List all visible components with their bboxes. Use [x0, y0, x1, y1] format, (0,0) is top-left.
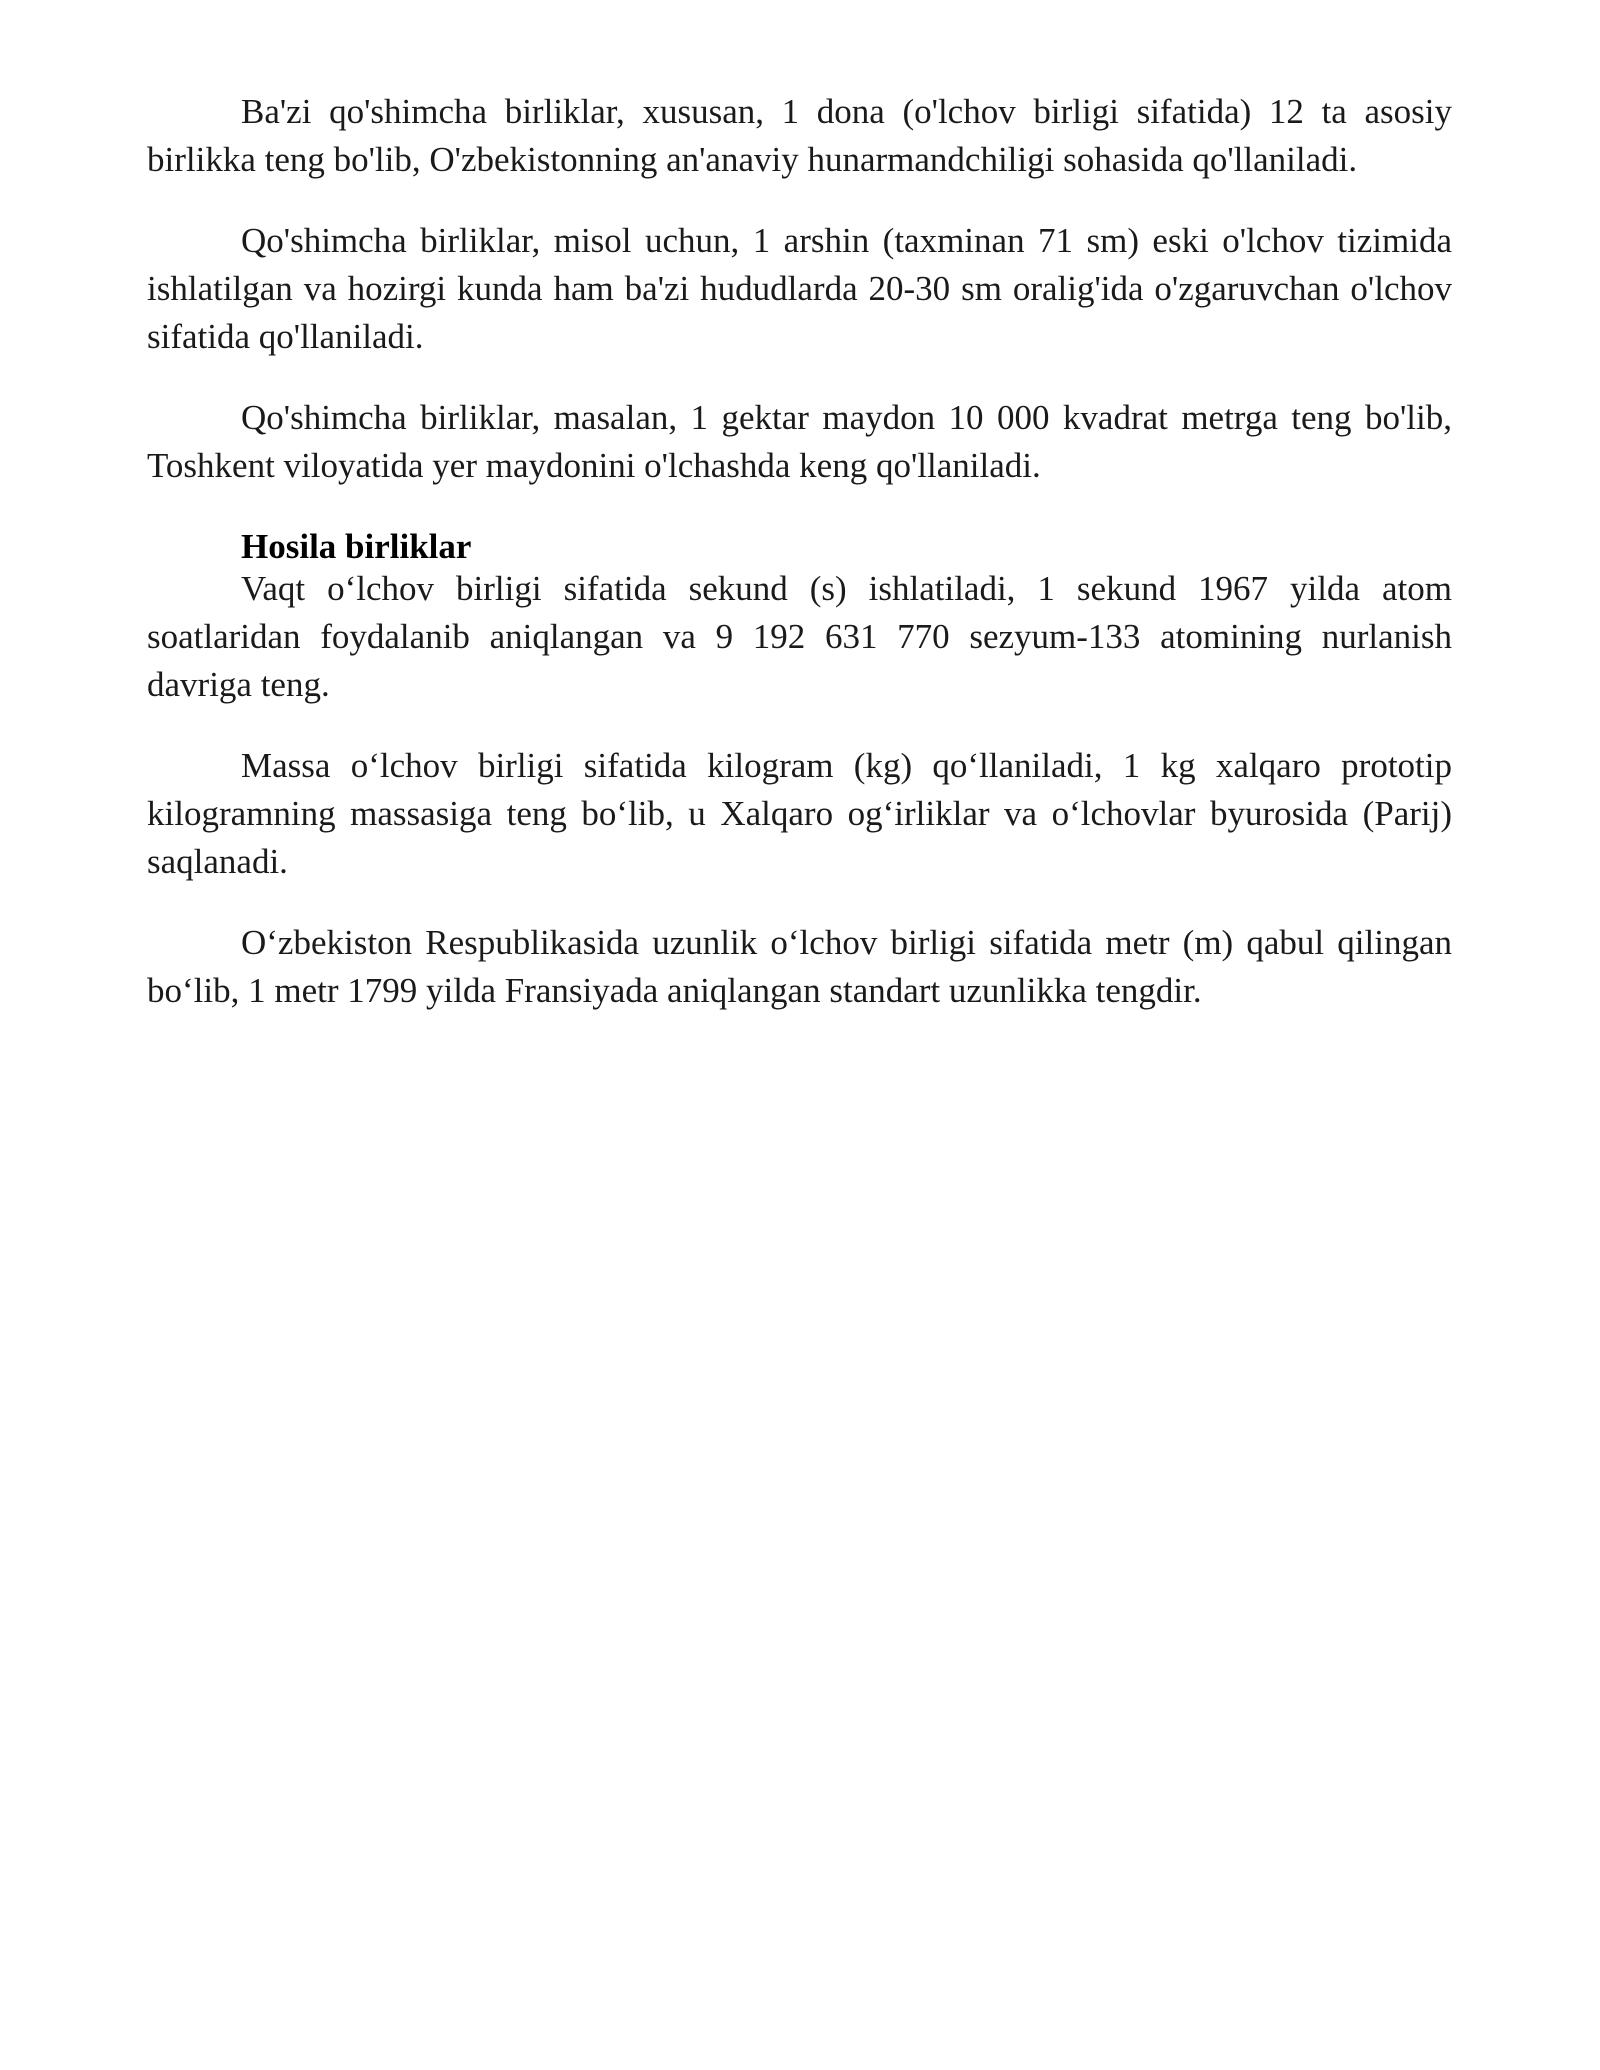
paragraph-sekund: Vaqt o‘lchov birligi sifatida sekund (s) ishlatiladi, 1 sekund 1967 yilda atom soatlaridan foydalanib aniqlangan va 9 192 631 770 sezyum-133 atomining nurlanish davriga teng.: [147, 569, 1452, 704]
section-heading: Hosila birliklar: [241, 527, 472, 566]
paragraph-dona: Ba'zi qo'shimcha birliklar, xususan, 1 dona (o'lchov birligi sifatida) 12 ta asosiy birlikka teng bo'lib, O'zbekistonning an'anaviy hunarmandchiligi sohasida qo'llaniladi.: [147, 92, 1452, 179]
paragraph-metr: O‘zbekiston Respublikasida uzunlik o‘lchov birligi sifatida metr (m) qabul qilingan bo‘lib, 1 metr 1799 yilda Fransiyada aniqlangan standart uzunlikka tengdir.: [147, 923, 1452, 1010]
paragraph-gektar: Qo'shimcha birliklar, masalan, 1 gektar maydon 10 000 kvadrat metrga teng bo'lib, Toshkent viloyatida yer maydonini o'lchashda keng qo'llaniladi.: [147, 398, 1452, 485]
paragraph-arshin: Qo'shimcha birliklar, misol uchun, 1 arshin (taxminan 71 sm) eski o'lchov tizimida ishlatilgan va hozirgi kunda ham ba'zi hududlarda 20-30 sm oralig'ida o'zgaruvchan o'lchov sifatida qo'llaniladi.: [147, 221, 1452, 356]
paragraph-kilogram: Massa o‘lchov birligi sifatida kilogram (kg) qo‘llaniladi, 1 kg xalqaro prototip kilogramning massasiga teng bo‘lib, u Xalqaro og‘irliklar va o‘lchovlar byurosida (Parij) saqlanadi.: [147, 746, 1452, 881]
document-body: [147, 88, 1452, 1048]
